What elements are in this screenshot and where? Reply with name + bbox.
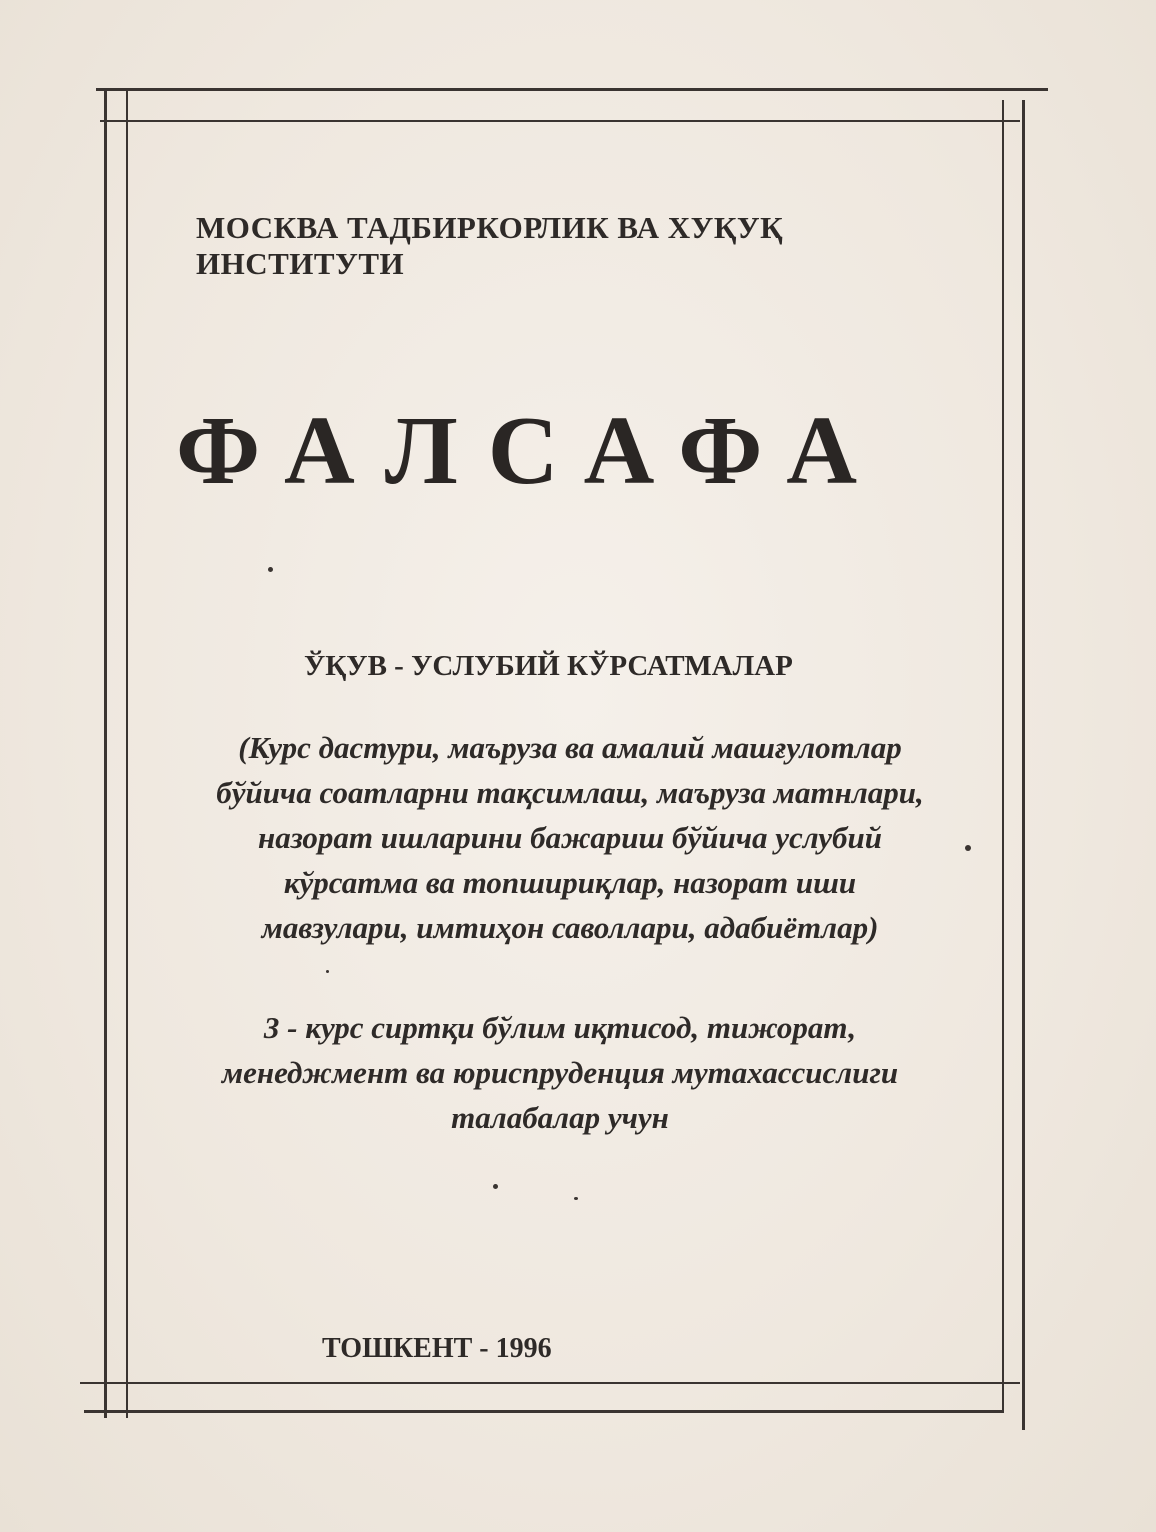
description-line: (Курс дастури, маъруза ва амалий машғулотлар — [238, 730, 902, 765]
frame-left-outer-line — [104, 88, 107, 1418]
scan-speck — [493, 1184, 498, 1189]
place-and-year: ТОШКЕНТ - 1996 — [322, 1333, 552, 1364]
audience-line: талабалар учун — [451, 1100, 669, 1135]
audience-line: менеджмент ва юриспруденция мутахассислиги — [221, 1055, 899, 1090]
description-line: мавзулари, имтиҳон саволлари, адабиётлар) — [261, 910, 879, 945]
description-line: назорат ишларини бажариш бўйича услубий — [257, 820, 883, 855]
scan-speck — [574, 1197, 578, 1200]
description-block — [120, 725, 1020, 950]
frame-top-outer-line — [96, 88, 1048, 91]
audience-line: 3 - курс сиртқи бўлим иқтисод, тижорат, — [263, 1010, 857, 1045]
frame-right-outer-line — [1022, 100, 1025, 1430]
frame-bottom-outer-line — [84, 1410, 1004, 1413]
frame-top-inner-line — [100, 120, 1020, 122]
scan-speck — [268, 567, 273, 572]
document-subtitle: ЎҚУВ - УСЛУБИЙ КЎРСАТМАЛАР — [304, 650, 793, 682]
scan-speck — [326, 970, 329, 973]
scan-speck — [965, 845, 971, 851]
audience-block — [110, 1005, 1010, 1140]
document-title: ФАЛСАФА — [176, 397, 888, 505]
institute-name: МОСКВА ТАДБИРКОРЛИК ВА ХУҚУҚ ИНСТИТУТИ — [196, 210, 784, 281]
description-line: кўрсатма ва топшириқлар, назорат иши — [283, 865, 857, 900]
description-line: бўйича соатларни тақсимлаш, маъруза матнлари, — [216, 775, 924, 810]
frame-bottom-inner-line — [80, 1382, 1020, 1384]
